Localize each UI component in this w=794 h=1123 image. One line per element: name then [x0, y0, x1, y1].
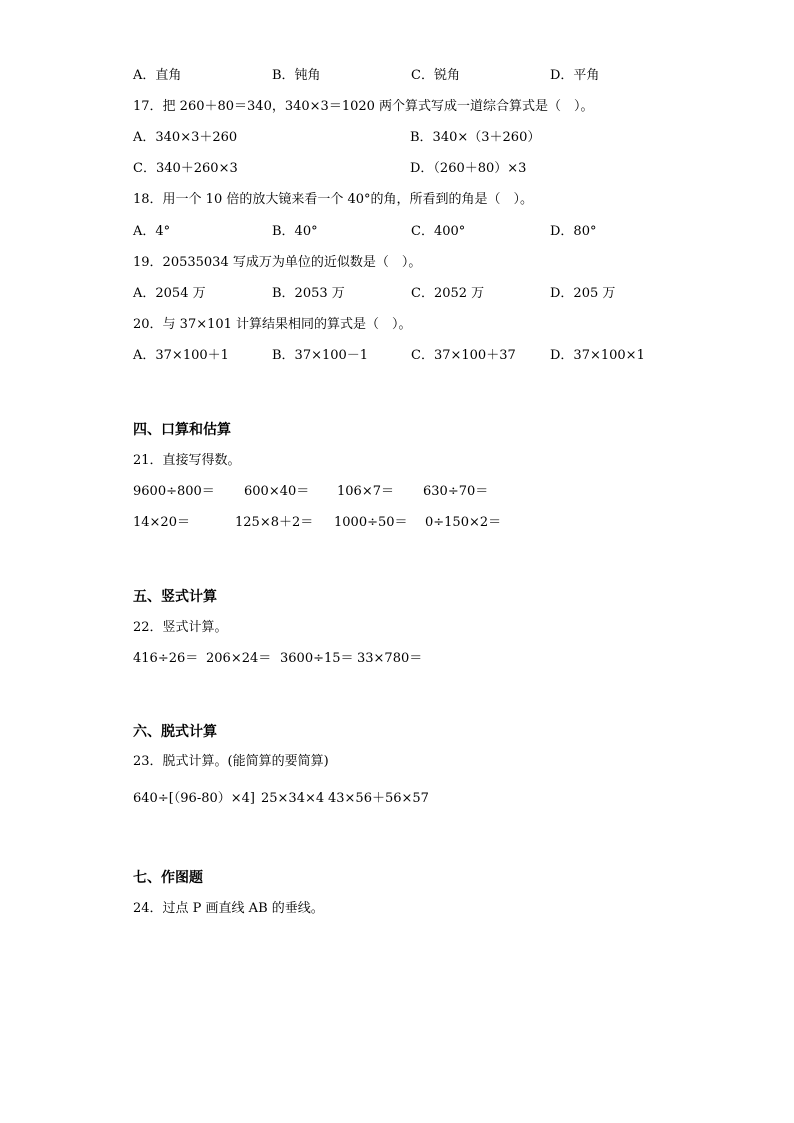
- q18-option-a: A．4°: [133, 224, 171, 239]
- oral-calc-1: 9600÷800＝: [133, 484, 215, 499]
- q20-text: 20．与 37×101 计算结果相同的算式是（ ）。: [133, 317, 412, 332]
- q16-option-a: A．直角: [133, 68, 182, 83]
- q20-option-b: B．37×100－1: [272, 348, 369, 363]
- q19-option-d: D．205 万: [550, 286, 616, 301]
- q17-option-a: A．340×3＋260: [133, 130, 238, 145]
- section-5-title: 五、竖式计算: [133, 589, 217, 605]
- section-6-title: 六、脱式计算: [133, 724, 217, 740]
- q16-option-c: C．锐角: [411, 68, 460, 83]
- oral-calc-5: 14×20＝: [133, 515, 190, 530]
- q17-option-b: B．340×（3＋260）: [410, 130, 541, 145]
- q16-options: [133, 68, 693, 84]
- oral-calc-4: 630÷70＝: [423, 484, 489, 499]
- oral-calc-3: 106×7＝: [337, 484, 394, 499]
- stepwise-calc-2: 25×34×4: [261, 791, 325, 806]
- q19-option-a: A．2054 万: [133, 286, 206, 301]
- vertical-calc-4: 33×780＝: [357, 651, 423, 666]
- q17-text: 17．把 260＋80＝340，340×3＝1020 两个算式写成一道综合算式是（ ）。: [133, 99, 594, 114]
- q19-option-c: C．2052 万: [411, 286, 485, 301]
- q20-option-a: A．37×100＋1: [133, 348, 229, 363]
- q19-option-b: B．2053 万: [272, 286, 345, 301]
- q17-options-row2: [133, 161, 693, 177]
- q24-text: 24．过点 P 画直线 AB 的垂线。: [133, 901, 324, 916]
- vertical-calc-2: 206×24＝: [206, 651, 272, 666]
- q20-option-c: C．37×100＋37: [411, 348, 516, 363]
- section-4-title: 四、口算和估算: [133, 422, 231, 438]
- q18-text: 18．用一个 10 倍的放大镜来看一个 40°的角，所看到的角是（ ）。: [133, 192, 534, 207]
- q18-option-b: B．40°: [272, 224, 318, 239]
- oral-calc-8: 0÷150×2＝: [425, 515, 502, 530]
- q17-options-row1: [133, 130, 693, 146]
- q20-options: [133, 348, 693, 364]
- q21-text: 21．直接写得数。: [133, 453, 241, 468]
- stepwise-calc-1: 640÷[（96-80）×4]: [133, 791, 255, 806]
- q23-text: 23．脱式计算。(能简算的要简算): [133, 754, 329, 769]
- section-7-title: 七、作图题: [133, 870, 203, 886]
- q16-option-b: B．钝角: [272, 68, 321, 83]
- q18-option-d: D．80°: [550, 224, 597, 239]
- oral-calc-6: 125×8＋2＝: [235, 515, 314, 530]
- oral-calc-2: 600×40＝: [244, 484, 310, 499]
- q19-options: [133, 286, 693, 302]
- q16-option-d: D．平角: [550, 68, 600, 83]
- q18-option-c: C．400°: [411, 224, 466, 239]
- vertical-calc-3: 3600÷15＝: [280, 651, 354, 666]
- q19-text: 19．20535034 写成万为单位的近似数是（ ）。: [133, 255, 422, 270]
- oral-calc-7: 1000÷50＝: [334, 515, 408, 530]
- vertical-calc-1: 416÷26＝: [133, 651, 199, 666]
- q17-option-c: C．340＋260×3: [133, 161, 238, 176]
- q22-text: 22．竖式计算。: [133, 620, 228, 635]
- q20-option-d: D．37×100×1: [550, 348, 645, 363]
- q18-options: [133, 224, 693, 240]
- q17-option-d: D．（260＋80）×3: [410, 161, 527, 176]
- stepwise-calc-3: 43×56＋56×57: [328, 791, 429, 806]
